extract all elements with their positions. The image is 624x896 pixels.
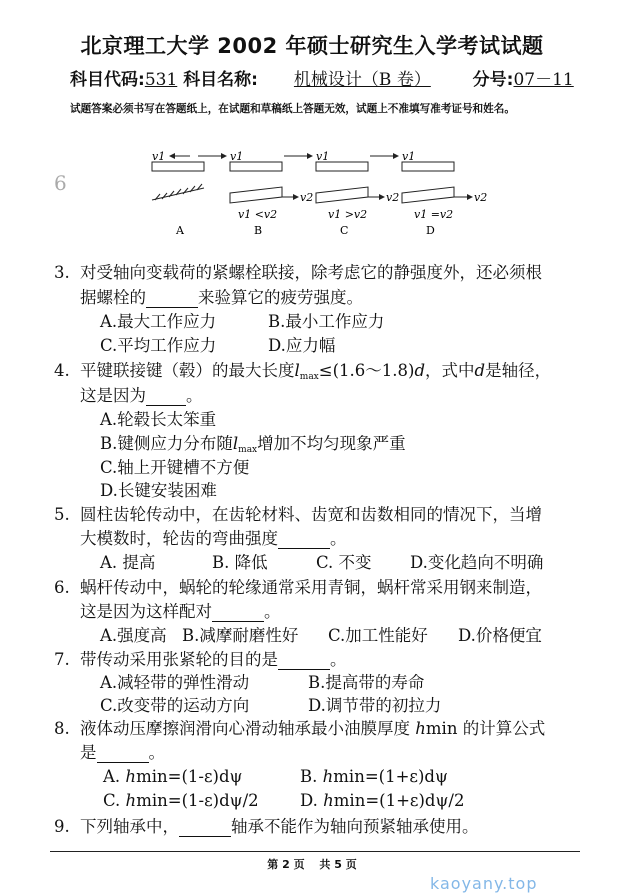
option-c: C.加工性能好	[328, 626, 428, 645]
var-h: h	[322, 767, 334, 786]
option-a: A.轮毂长太笨重	[100, 410, 217, 429]
option-b: B. 降低	[212, 553, 268, 572]
var-h: h	[415, 719, 426, 738]
panel-b-v2: v2	[300, 191, 314, 204]
formula: =(1+ε)dψ	[364, 767, 448, 786]
question-text: 来验算它的疲劳强度。	[198, 288, 363, 307]
panel-b-condition: v1 <v2	[238, 208, 278, 221]
watermark: kaoyany.top	[430, 874, 538, 893]
option-letter: D.	[300, 791, 318, 810]
panel-c-label: C	[340, 224, 349, 237]
panel-c-v1: v1	[316, 150, 330, 163]
panel-a-v1: v1	[152, 150, 166, 163]
subscript-max: max	[299, 372, 319, 382]
option-c	[103, 791, 259, 811]
subject-name: 机械设计（B 卷）	[293, 70, 431, 90]
var-h: h	[125, 791, 137, 810]
question-3	[54, 263, 542, 283]
answer-blank	[146, 291, 198, 308]
option-text: 增加不均匀现象严重	[257, 434, 406, 453]
option-a: A.强度高	[100, 626, 167, 645]
subject-line	[70, 70, 574, 90]
question-5-line2	[80, 529, 347, 549]
option-letter: B.	[300, 767, 318, 786]
question-text: 。	[330, 529, 347, 548]
question-number: 3.	[54, 263, 70, 282]
question-text: 平键联接键（毂）的最大长度	[80, 361, 295, 380]
question-text: 这是因为	[80, 386, 146, 405]
subject-code-label: 科目代码:	[70, 70, 145, 90]
option-b: B.最小工作应力	[268, 312, 385, 331]
option-b: B.减摩耐磨性好	[182, 626, 299, 645]
subscript-min: min	[333, 791, 366, 810]
panel-d-label: D	[426, 224, 435, 237]
footer-divider	[50, 851, 580, 852]
panel-d-v2: v2	[474, 191, 488, 204]
panel-c-condition: v1 >v2	[328, 208, 368, 221]
panel-a-label: A	[176, 224, 184, 237]
question-text: 据螺栓的	[80, 288, 146, 307]
answer-blank	[278, 532, 330, 549]
question-text: 轴承不能作为轴向预紧轴承使用。	[231, 817, 479, 836]
question-text: 带传动采用张紧轮的目的是	[80, 650, 278, 669]
answer-blank	[97, 746, 149, 763]
subject-code: 531	[144, 70, 178, 90]
option-a: A. 提高	[100, 553, 156, 572]
option-a: A.减轻带的弹性滑动	[100, 673, 250, 692]
panel-b	[198, 150, 313, 237]
question-number: 7.	[54, 650, 70, 669]
option-d: D.变化趋向不明确	[410, 553, 544, 572]
subscript-max: max	[238, 445, 258, 455]
question-number: 8.	[54, 719, 70, 738]
question-6-options	[100, 626, 542, 646]
question-text: 。	[264, 602, 281, 621]
option-d: D.调节带的初拉力	[308, 696, 442, 715]
question-6-mark: 6	[54, 171, 67, 195]
question-text: 的计算公式	[462, 719, 546, 738]
option-b: B.提高带的寿命	[308, 673, 425, 692]
question-5-options	[100, 553, 543, 573]
var-l: l	[294, 361, 300, 380]
option-c: C.平均工作应力	[100, 336, 217, 355]
question-text: 圆柱齿轮传动中，在齿轮材料、齿宽和齿数相同的情况下，当增	[80, 505, 542, 524]
question-text: ≤(1.6～1.8)	[318, 361, 415, 380]
option-b	[300, 767, 448, 787]
formula: =(1+ε)dψ/2	[365, 791, 465, 810]
subscript-min: min	[136, 791, 168, 810]
panel-b-label: B	[254, 224, 263, 237]
option-letter: A.	[103, 767, 121, 786]
formula: =(1-ε)dψ/2	[167, 791, 259, 810]
option-b	[100, 434, 406, 454]
option-c: C. 不变	[316, 553, 372, 572]
question-6	[54, 578, 542, 598]
var-h: h	[323, 791, 334, 810]
question-number: 4.	[54, 361, 70, 380]
page-footer: 第 2 页 共 5 页	[267, 858, 357, 871]
var-h: h	[125, 767, 137, 786]
question-7	[54, 650, 347, 670]
question-text: 大模数时，轮齿的弯曲强度	[80, 529, 278, 548]
question-text: 下列轴承中，	[80, 817, 179, 836]
option-a	[103, 767, 242, 787]
formula: =(1-ε)dψ	[167, 767, 243, 786]
question-text: ，式中	[425, 361, 475, 380]
question-text: 。	[330, 650, 347, 669]
question-5	[54, 505, 542, 525]
subscript-min: min	[136, 767, 168, 786]
panel-d-v1: v1	[402, 150, 416, 163]
var-d: d	[414, 361, 426, 380]
question-8	[54, 719, 546, 739]
option-d: D.长键安装困难	[100, 481, 217, 500]
question-6-line2	[80, 602, 281, 622]
option-d: D.应力幅	[268, 336, 336, 355]
question-text: 是	[80, 743, 97, 762]
answer-blank	[278, 653, 330, 670]
question-number: 5.	[54, 505, 70, 524]
part-label: 分号:	[472, 70, 514, 90]
question-number: 6.	[54, 578, 70, 597]
question-text: 蜗杆传动中，蜗轮的轮缘通常采用青铜，蜗杆常采用钢来制造，	[80, 578, 542, 597]
panel-d-condition: v1 =v2	[414, 208, 454, 221]
question-text: 。	[186, 386, 203, 405]
question-9	[54, 817, 479, 837]
panel-c-v2: v2	[386, 191, 400, 204]
question-3-line2	[80, 288, 363, 308]
question-8-line2	[80, 743, 165, 763]
question-4	[54, 361, 552, 382]
panel-a	[152, 150, 204, 237]
exam-notice: 试题答案必须书写在答题纸上，在试题和草稿纸上答题无效，试题上不准填写准考证号和姓名。	[70, 103, 515, 115]
var-l: l	[232, 434, 239, 453]
option-c: C.轴上开键槽不方便	[100, 458, 250, 477]
option-letter: C.	[103, 791, 121, 810]
question-text: 液体动压摩擦润滑向心滑动轴承最小油膜厚度	[80, 719, 410, 738]
option-text: B.键侧应力分布随	[100, 434, 233, 453]
panel-b-v1: v1	[230, 150, 244, 163]
answer-blank	[179, 820, 231, 837]
var-d: d	[474, 361, 486, 380]
answer-blank	[212, 605, 264, 622]
question-text: 。	[148, 743, 165, 762]
subject-name-label: 科目名称:	[183, 70, 258, 90]
question-text: 对受轴向变载荷的紧螺栓联接，除考虑它的静强度外，还必须根	[80, 263, 542, 282]
subscript-min: min	[333, 767, 365, 786]
exam-title: 北京理工大学 2002 年硕士研究生入学考试试题	[80, 34, 544, 58]
part-number: 07－11	[513, 70, 574, 90]
question-text: 是轴径，	[485, 361, 552, 380]
option-c: C.改变带的运动方向	[100, 696, 250, 715]
belt-friction-figure	[40, 130, 520, 240]
question-4-line2	[80, 386, 203, 406]
question-text: 这是因为这样配对	[80, 602, 212, 621]
option-d: D.价格便宜	[458, 626, 542, 645]
option-a: A.最大工作应力	[100, 312, 217, 331]
question-number: 9.	[54, 817, 70, 836]
answer-blank	[146, 389, 186, 406]
subscript-min: min	[425, 719, 458, 738]
option-d	[300, 791, 464, 811]
